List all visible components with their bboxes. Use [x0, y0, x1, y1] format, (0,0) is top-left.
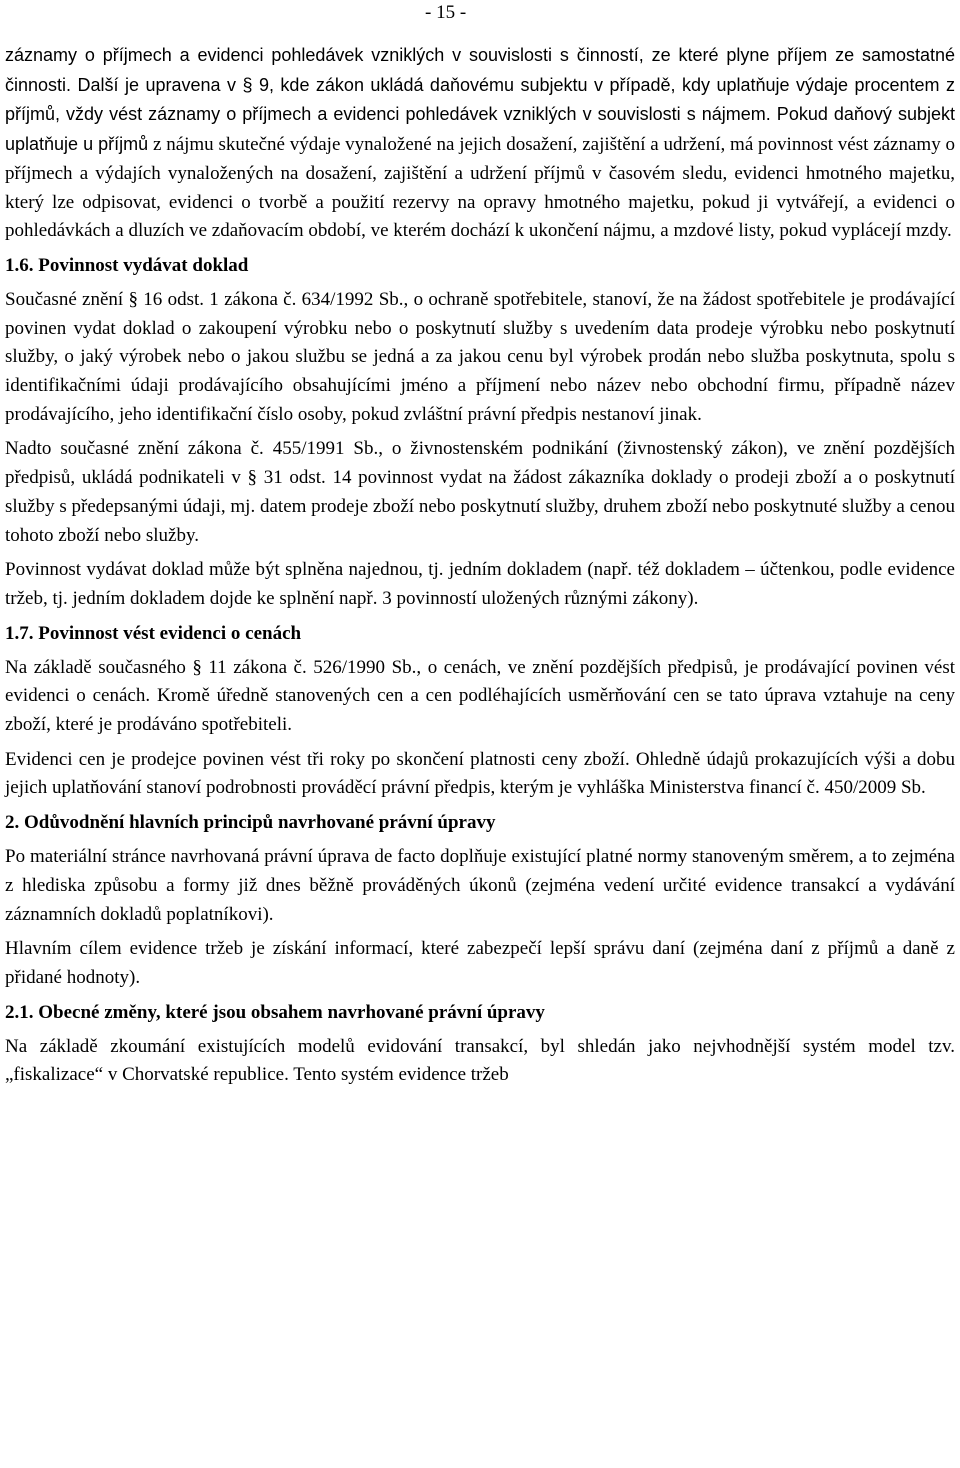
paragraph-consumer-protection: Současné znění § 16 odst. 1 zákona č. 634/1992 Sb., o ochraně spotřebitele, stanoví, že na žádost spotřebitele je prodávající povinen vydat doklad o zakoupení výrobku nebo o poskytnutí služby s uvedením data prodeje výrobku nebo poskytnutí služby, o jaký výrobek nebo o jakou službu se jedná a za jakou cenu byl výrobek prodán nebo služba poskytnuta, spolu s identifikačními údaji prodávajícího obsahujícími jméno a příjmení nebo název nebo obchodní firmu, případně název prodávajícího, jeho identifikační číslo osoby, pokud zvláštní právní předpis nestanoví jinak. — [5, 288, 955, 425]
paragraph-tax-records — [5, 41, 955, 246]
section-heading-2-1: 2.1. Obecné změny, které jsou obsahem navrhované právní úpravy — [5, 1001, 545, 1023]
page-content — [5, 41, 955, 1090]
paragraph-price-records: Na základě současného § 11 zákona č. 526/1990 Sb., o cenách, ve znění pozdějších předpisů, je prodávající povinen vést evidenci o cenách. Kromě úředně stanovených cen a cen podléhajících usměrňování cen se tato úprava vztahuje na ceny zboží, které je prodáváno spotřebiteli. — [5, 656, 955, 736]
page-number: - 15 - — [425, 2, 467, 23]
paragraph-tax-records-sans-part: záznamy o příjmech a evidenci pohledávek vzniklých v souvislosti s činností, ze které plyne příjem ze samostatné činnosti. Další je upravena v § 9, kde zákon ukládá daňovému subjektu v případě, kdy uplatňuje výdaje procentem z příjmů, vždy vést záznamy o příjmech a evidenci pohledávek vzniklých v souvislosti s nájmem. Pokud daňový subjekt uplatňuje u příjmů — [5, 45, 955, 155]
paragraph-fiscalization-model: Na základě zkoumání existujících modelů evidování transakcí, byl shledán jako nejvhodnější systém model tzv. „fiskalizace“ v Chorvatské republice. Tento systém evidence tržeb — [5, 1035, 955, 1086]
paragraph-main-goal: Hlavním cílem evidence tržeb je získání informací, které zabezpečí lepší správu daní (zejména daní z příjmů a daně z přidané hodnoty). — [5, 938, 955, 988]
section-heading-1-6: 1.6. Povinnost vydávat doklad — [5, 254, 249, 276]
paragraph-tax-records-serif-part: z nájmu skutečné výdaje vynaložené na jejich dosažení, zajištění a udržení, má povinnost vést záznamy o příjmech a výdajích vynaložených na dosažení, zajištění a udržení příjmů v časovém sledu, evidenci hmotného majetku, který lze odpisovat, evidenci o tvorbě a použití rezervy na opravy hmotného majetku, pokud ji vytvářejí, a evidenci o pohledávkách a dluzích ve zdaňovacím období, ve kterém dochází k ukončení nájmu, a mzdové listy, pokud vyplácejí mzdy. — [5, 134, 955, 242]
section-heading-1-7: 1.7. Povinnost vést evidenci o cenách — [5, 622, 302, 644]
paragraph-receipt-obligation: Povinnost vydávat doklad může být splněna najednou, tj. jedním dokladem (např. též dokladem – účtenkou, podle evidence tržeb, tj. jedním dokladem dojde ke splnění např. 3 povinností uložených různými zákony). — [5, 559, 955, 609]
paragraph-price-retention: Evidenci cen je prodejce povinen vést tři roky po skončení platnosti ceny zboží. Ohledně údajů prokazujících výši a dobu jejich uplatňování stanoví podrobnosti prováděcí právní předpis, kterým je vyhláška Ministerstva financí č. 450/2009 Sb. — [5, 748, 955, 799]
section-heading-2: 2. Odůvodnění hlavních principů navrhované právní úpravy — [5, 812, 496, 834]
paragraph-material-aspect: Po materiální stránce navrhovaná právní úprava de facto doplňuje existující platné normy stanoveným směrem, a to zejména z hlediska způsobu a formy již dnes běžně prováděných úkonů (zejména vedení určité evidence transakcí a vydávání záznamních dokladů poplatníkovi). — [5, 846, 955, 925]
paragraph-trade-licensing: Nadto současné znění zákona č. 455/1991 Sb., o živnostenském podnikání (živnostenský zákon), ve znění pozdějších předpisů, ukládá podnikateli v § 31 odst. 14 povinnost vydat na žádost zákazníka doklady o prodeji zboží a o poskytnutí služby s předepsanými údaji, mj. datem prodeje zboží nebo poskytnutí služby, druhem zboží nebo poskytnuté služby a cenou tohoto zboží nebo služby. — [5, 438, 955, 546]
